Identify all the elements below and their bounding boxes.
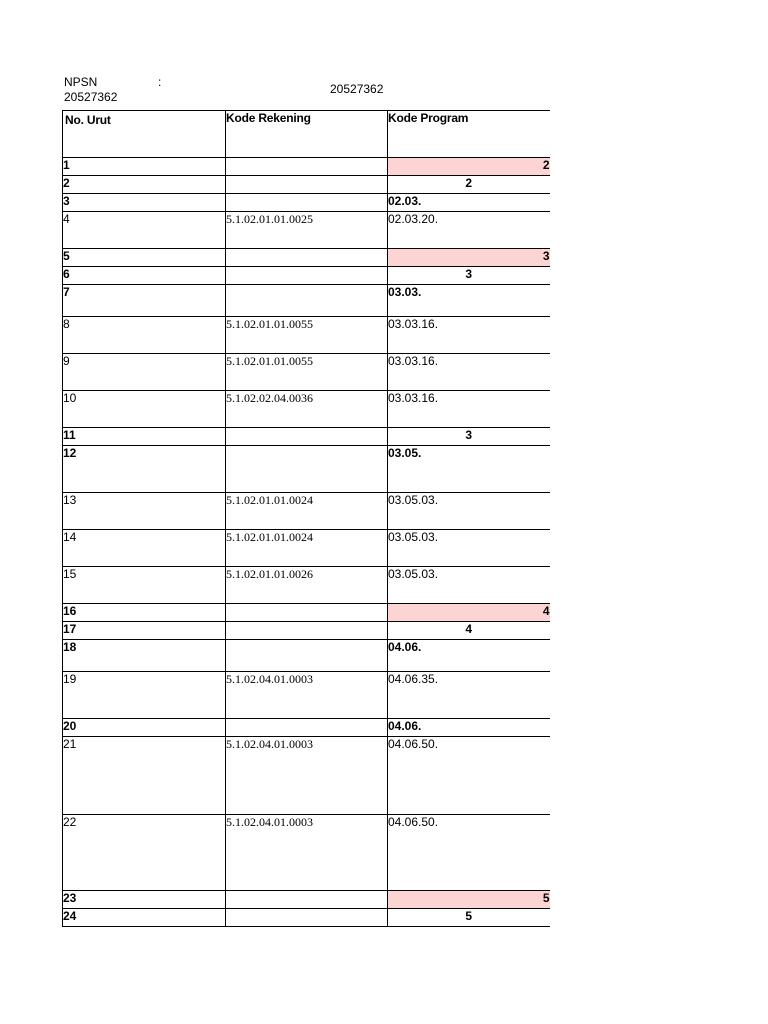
cell-kode-program[interactable]: 5 bbox=[388, 891, 550, 909]
cell-kode-rekening[interactable] bbox=[226, 158, 388, 176]
cell-no-urut[interactable]: 18 bbox=[63, 640, 226, 672]
cell-kode-rekening[interactable] bbox=[226, 194, 388, 212]
cell-no-urut[interactable]: 11 bbox=[63, 428, 226, 446]
table-row bbox=[63, 640, 550, 672]
cell-kode-rekening[interactable] bbox=[226, 909, 388, 927]
table-row bbox=[63, 622, 550, 640]
cell-kode-rekening[interactable]: 5.1.02.01.01.0026 bbox=[226, 567, 388, 604]
table-row bbox=[63, 267, 550, 285]
cell-kode-program[interactable]: 04.06. bbox=[388, 719, 550, 737]
cell-kode-rekening[interactable] bbox=[226, 719, 388, 737]
table-row bbox=[63, 672, 550, 719]
table-row bbox=[63, 493, 550, 530]
cell-no-urut[interactable]: 8 bbox=[63, 317, 226, 354]
cell-kode-rekening[interactable]: 5.1.02.02.04.0036 bbox=[226, 391, 388, 428]
cell-kode-program[interactable]: 4 bbox=[388, 622, 550, 640]
cell-no-urut[interactable]: 10 bbox=[63, 391, 226, 428]
budget-sheet-table bbox=[62, 110, 550, 927]
table-row bbox=[63, 815, 550, 891]
cell-no-urut[interactable]: 7 bbox=[63, 285, 226, 317]
cell-kode-rekening[interactable] bbox=[226, 622, 388, 640]
table-row bbox=[63, 158, 550, 176]
cell-kode-rekening[interactable] bbox=[226, 428, 388, 446]
table-row bbox=[63, 604, 550, 622]
cell-kode-program[interactable]: 3 bbox=[388, 428, 550, 446]
cell-kode-rekening[interactable]: 5.1.02.04.01.0003 bbox=[226, 815, 388, 891]
table-row bbox=[63, 285, 550, 317]
cell-kode-rekening[interactable] bbox=[226, 446, 388, 493]
cell-kode-rekening[interactable]: 5.1.02.01.01.0024 bbox=[226, 493, 388, 530]
table-row bbox=[63, 737, 550, 815]
table-header-row bbox=[63, 111, 550, 158]
cell-no-urut[interactable]: 14 bbox=[63, 530, 226, 567]
cell-no-urut[interactable]: 16 bbox=[63, 604, 226, 622]
cell-kode-rekening[interactable] bbox=[226, 640, 388, 672]
table-row bbox=[63, 909, 550, 927]
cell-kode-program[interactable]: 02.03. bbox=[388, 194, 550, 212]
cell-kode-program[interactable]: 3 bbox=[388, 249, 550, 267]
cell-no-urut[interactable]: 2 bbox=[63, 176, 226, 194]
cell-kode-rekening[interactable]: 5.1.02.01.01.0025 bbox=[226, 212, 388, 249]
cell-kode-rekening[interactable] bbox=[226, 267, 388, 285]
cell-no-urut[interactable]: 1 bbox=[63, 158, 226, 176]
cell-kode-program[interactable]: 4 bbox=[388, 604, 550, 622]
cell-no-urut[interactable]: 24 bbox=[63, 909, 226, 927]
cell-kode-rekening[interactable]: 5.1.02.01.01.0055 bbox=[226, 317, 388, 354]
cell-no-urut[interactable]: 19 bbox=[63, 672, 226, 719]
cell-kode-program[interactable]: 03.05.03. bbox=[388, 530, 550, 567]
cell-kode-program[interactable]: 04.06.50. bbox=[388, 737, 550, 815]
cell-kode-rekening[interactable] bbox=[226, 176, 388, 194]
col-header-no-urut[interactable]: No. Urut bbox=[63, 111, 226, 158]
table-row bbox=[63, 891, 550, 909]
cell-kode-rekening[interactable]: 5.1.02.04.01.0003 bbox=[226, 672, 388, 719]
cell-no-urut[interactable]: 23 bbox=[63, 891, 226, 909]
cell-no-urut[interactable]: 15 bbox=[63, 567, 226, 604]
cell-kode-rekening[interactable] bbox=[226, 604, 388, 622]
cell-kode-program[interactable]: 03.03.16. bbox=[388, 317, 550, 354]
col-header-kode-rekening[interactable]: Kode Rekening bbox=[226, 111, 388, 158]
cell-no-urut[interactable]: 17 bbox=[63, 622, 226, 640]
cell-kode-program[interactable]: 03.05. bbox=[388, 446, 550, 493]
col-header-kode-program[interactable]: Kode Program bbox=[388, 111, 550, 158]
npsn-value-left: 20527362 bbox=[64, 90, 118, 104]
cell-kode-program[interactable]: 03.03.16. bbox=[388, 391, 550, 428]
cell-kode-rekening[interactable]: 5.1.02.01.01.0024 bbox=[226, 530, 388, 567]
table-row bbox=[63, 176, 550, 194]
cell-kode-rekening[interactable] bbox=[226, 891, 388, 909]
cell-kode-program[interactable]: 5 bbox=[388, 909, 550, 927]
table-row bbox=[63, 530, 550, 567]
table-row bbox=[63, 249, 550, 267]
cell-kode-program[interactable]: 04.06.35. bbox=[388, 672, 550, 719]
cell-no-urut[interactable]: 5 bbox=[63, 249, 226, 267]
table-row bbox=[63, 428, 550, 446]
cell-kode-program[interactable]: 03.05.03. bbox=[388, 493, 550, 530]
npsn-label: NPSN bbox=[64, 75, 98, 89]
npsn-colon: : bbox=[158, 75, 162, 89]
cell-no-urut[interactable]: 3 bbox=[63, 194, 226, 212]
table-row bbox=[63, 567, 550, 604]
cell-kode-program[interactable]: 2 bbox=[388, 158, 550, 176]
cell-no-urut[interactable]: 22 bbox=[63, 815, 226, 891]
cell-kode-program[interactable]: 02.03.20. bbox=[388, 212, 550, 249]
table-row bbox=[63, 354, 550, 391]
cell-kode-rekening[interactable]: 5.1.02.04.01.0003 bbox=[226, 737, 388, 815]
npsn-value-center: 20527362 bbox=[330, 82, 384, 96]
cell-no-urut[interactable]: 13 bbox=[63, 493, 226, 530]
cell-kode-program[interactable]: 03.05.03. bbox=[388, 567, 550, 604]
table-row bbox=[63, 446, 550, 493]
cell-kode-rekening[interactable]: 5.1.02.01.01.0055 bbox=[226, 354, 388, 391]
cell-kode-rekening[interactable] bbox=[226, 249, 388, 267]
cell-kode-rekening[interactable] bbox=[226, 285, 388, 317]
cell-no-urut[interactable]: 21 bbox=[63, 737, 226, 815]
cell-kode-program[interactable]: 04.06.50. bbox=[388, 815, 550, 891]
cell-no-urut[interactable]: 4 bbox=[63, 212, 226, 249]
cell-no-urut[interactable]: 12 bbox=[63, 446, 226, 493]
cell-kode-program[interactable]: 2 bbox=[388, 176, 550, 194]
cell-no-urut[interactable]: 6 bbox=[63, 267, 226, 285]
cell-kode-program[interactable]: 03.03.16. bbox=[388, 354, 550, 391]
cell-kode-program[interactable]: 3 bbox=[388, 267, 550, 285]
cell-no-urut[interactable]: 9 bbox=[63, 354, 226, 391]
table-row bbox=[63, 317, 550, 354]
table-row bbox=[63, 719, 550, 737]
table-row bbox=[63, 391, 550, 428]
cell-kode-program[interactable]: 04.06. bbox=[388, 640, 550, 672]
table-row bbox=[63, 212, 550, 249]
cell-no-urut[interactable]: 20 bbox=[63, 719, 226, 737]
table-row bbox=[63, 194, 550, 212]
cell-kode-program[interactable]: 03.03. bbox=[388, 285, 550, 317]
